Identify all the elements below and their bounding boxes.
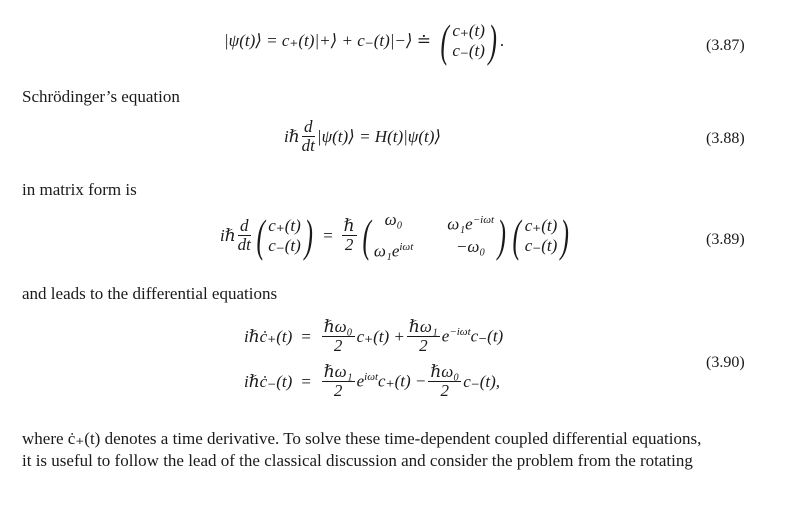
eq388-prefix: iℏ — [284, 126, 300, 146]
eq389-derivative — [238, 217, 251, 254]
eq390-l2-lhs: iℏċ₋(t) — [244, 371, 293, 391]
eq389-equals: = — [322, 225, 334, 245]
eq389-m21: $\omega_1e^{i\omega t}$ — [373, 240, 414, 261]
equation-number-3-88: (3.88) — [706, 130, 745, 147]
equation-3-88 — [284, 118, 441, 155]
equation-3-90-line-2 — [244, 363, 500, 400]
equation-3-90-line-1 — [244, 318, 503, 355]
eq388-derivative — [302, 118, 315, 155]
eq390-l2-eq: = — [300, 371, 312, 391]
eq389-vec-top: c₊(t) — [268, 215, 301, 235]
equation-3-89 — [220, 210, 573, 261]
eq388-d-num: d — [304, 117, 313, 136]
equation-number-3-89: (3.89) — [706, 231, 745, 248]
paragraph-line-1: where ċ₊(t) denotes a time derivative. To solve these time-dependent coupled differential equations, — [22, 429, 702, 448]
left-paren: ( — [440, 15, 449, 66]
eq387-trail: . — [500, 31, 505, 50]
eq390-l1-lhs: iℏċ₊(t) — [244, 326, 293, 346]
eq389-d-num: d — [240, 216, 249, 236]
paragraph-line-2: it is useful to follow the lead of the classical discussion and consider the problem from the rotating — [22, 451, 693, 470]
eq389-d-den: dt — [237, 235, 251, 255]
eq389-m22: −ω₀ — [455, 236, 486, 256]
equation-number-3-90: (3.90) — [706, 354, 745, 371]
eq390-l2-term1: $e^{i\omega t}c_+(t)$ − — [356, 371, 427, 391]
equation-3-87 — [224, 15, 505, 66]
eq389-m12: $\omega_1e^{-i\omega t}$ — [447, 214, 495, 234]
eq388-d-den: dt — [301, 136, 315, 155]
text-matrix-form: in matrix form is — [22, 180, 137, 199]
eq390-l1-term1: c₊(t) + — [356, 326, 405, 346]
text-leads-to: and leads to the differential equations — [22, 284, 278, 303]
eq389-two: 2 — [344, 235, 354, 255]
eq389-vec-bottom: c₋(t) — [268, 235, 301, 255]
right-paren: ) — [488, 15, 497, 66]
eq389-state-vector: ( c₊(t) c₋(t) ) — [256, 209, 313, 261]
eq390-l1-frac1: $\frac{\text{ℏω₀}}{2}$ — [323, 317, 353, 355]
eq389-hbar: ℏ — [343, 216, 355, 236]
eq390-l2-term2: c₋(t), — [463, 371, 501, 391]
eq387-lhs: |ψ(t)⟩ = c₊(t)|+⟩ + c₋(t)|−⟩ ≐ — [224, 31, 432, 50]
eq389-hbar-over-2 — [342, 217, 357, 254]
eq387-vec-top: c₊(t) — [452, 21, 485, 40]
eq389-state-vector-rhs: ( c₊(t) c₋(t) ) — [512, 209, 570, 261]
equation-number-3-87: (3.87) — [706, 37, 745, 54]
text-schrodinger: Schrödinger’s equation — [22, 87, 180, 106]
eq389-prefix: iℏ — [220, 225, 236, 245]
eq389-vec-top-rhs: c₊(t) — [524, 215, 558, 235]
eq390-l1-eq: = — [300, 326, 312, 346]
eq389-vec-bottom-rhs: c₋(t) — [524, 235, 558, 255]
eq390-l1-frac2: $\frac{\text{ℏω₁}}{2}$ — [408, 317, 438, 355]
eq390-l2-frac2: $\frac{\text{ℏω₀}}{2}$ — [430, 362, 460, 400]
eq389-hamiltonian-matrix: ( ω₀ $\omega_1e^{-i\omega t}$ $\omega_1e^{i\omega t}$ −ω₀ ) — [362, 209, 506, 261]
eq388-rhs: |ψ(t)⟩ = H(t)|ψ(t)⟩ — [316, 126, 442, 146]
eq390-l1-term2: $e^{-i\omega t}c_-(t)$ — [441, 326, 504, 346]
eq387-vec-bottom: c₋(t) — [452, 41, 485, 60]
eq390-l2-frac1: $\frac{\text{ℏω₁}}{2}$ — [323, 362, 353, 400]
eq389-m11: ω₀ — [384, 210, 403, 229]
eq387-state-vector — [437, 15, 500, 66]
